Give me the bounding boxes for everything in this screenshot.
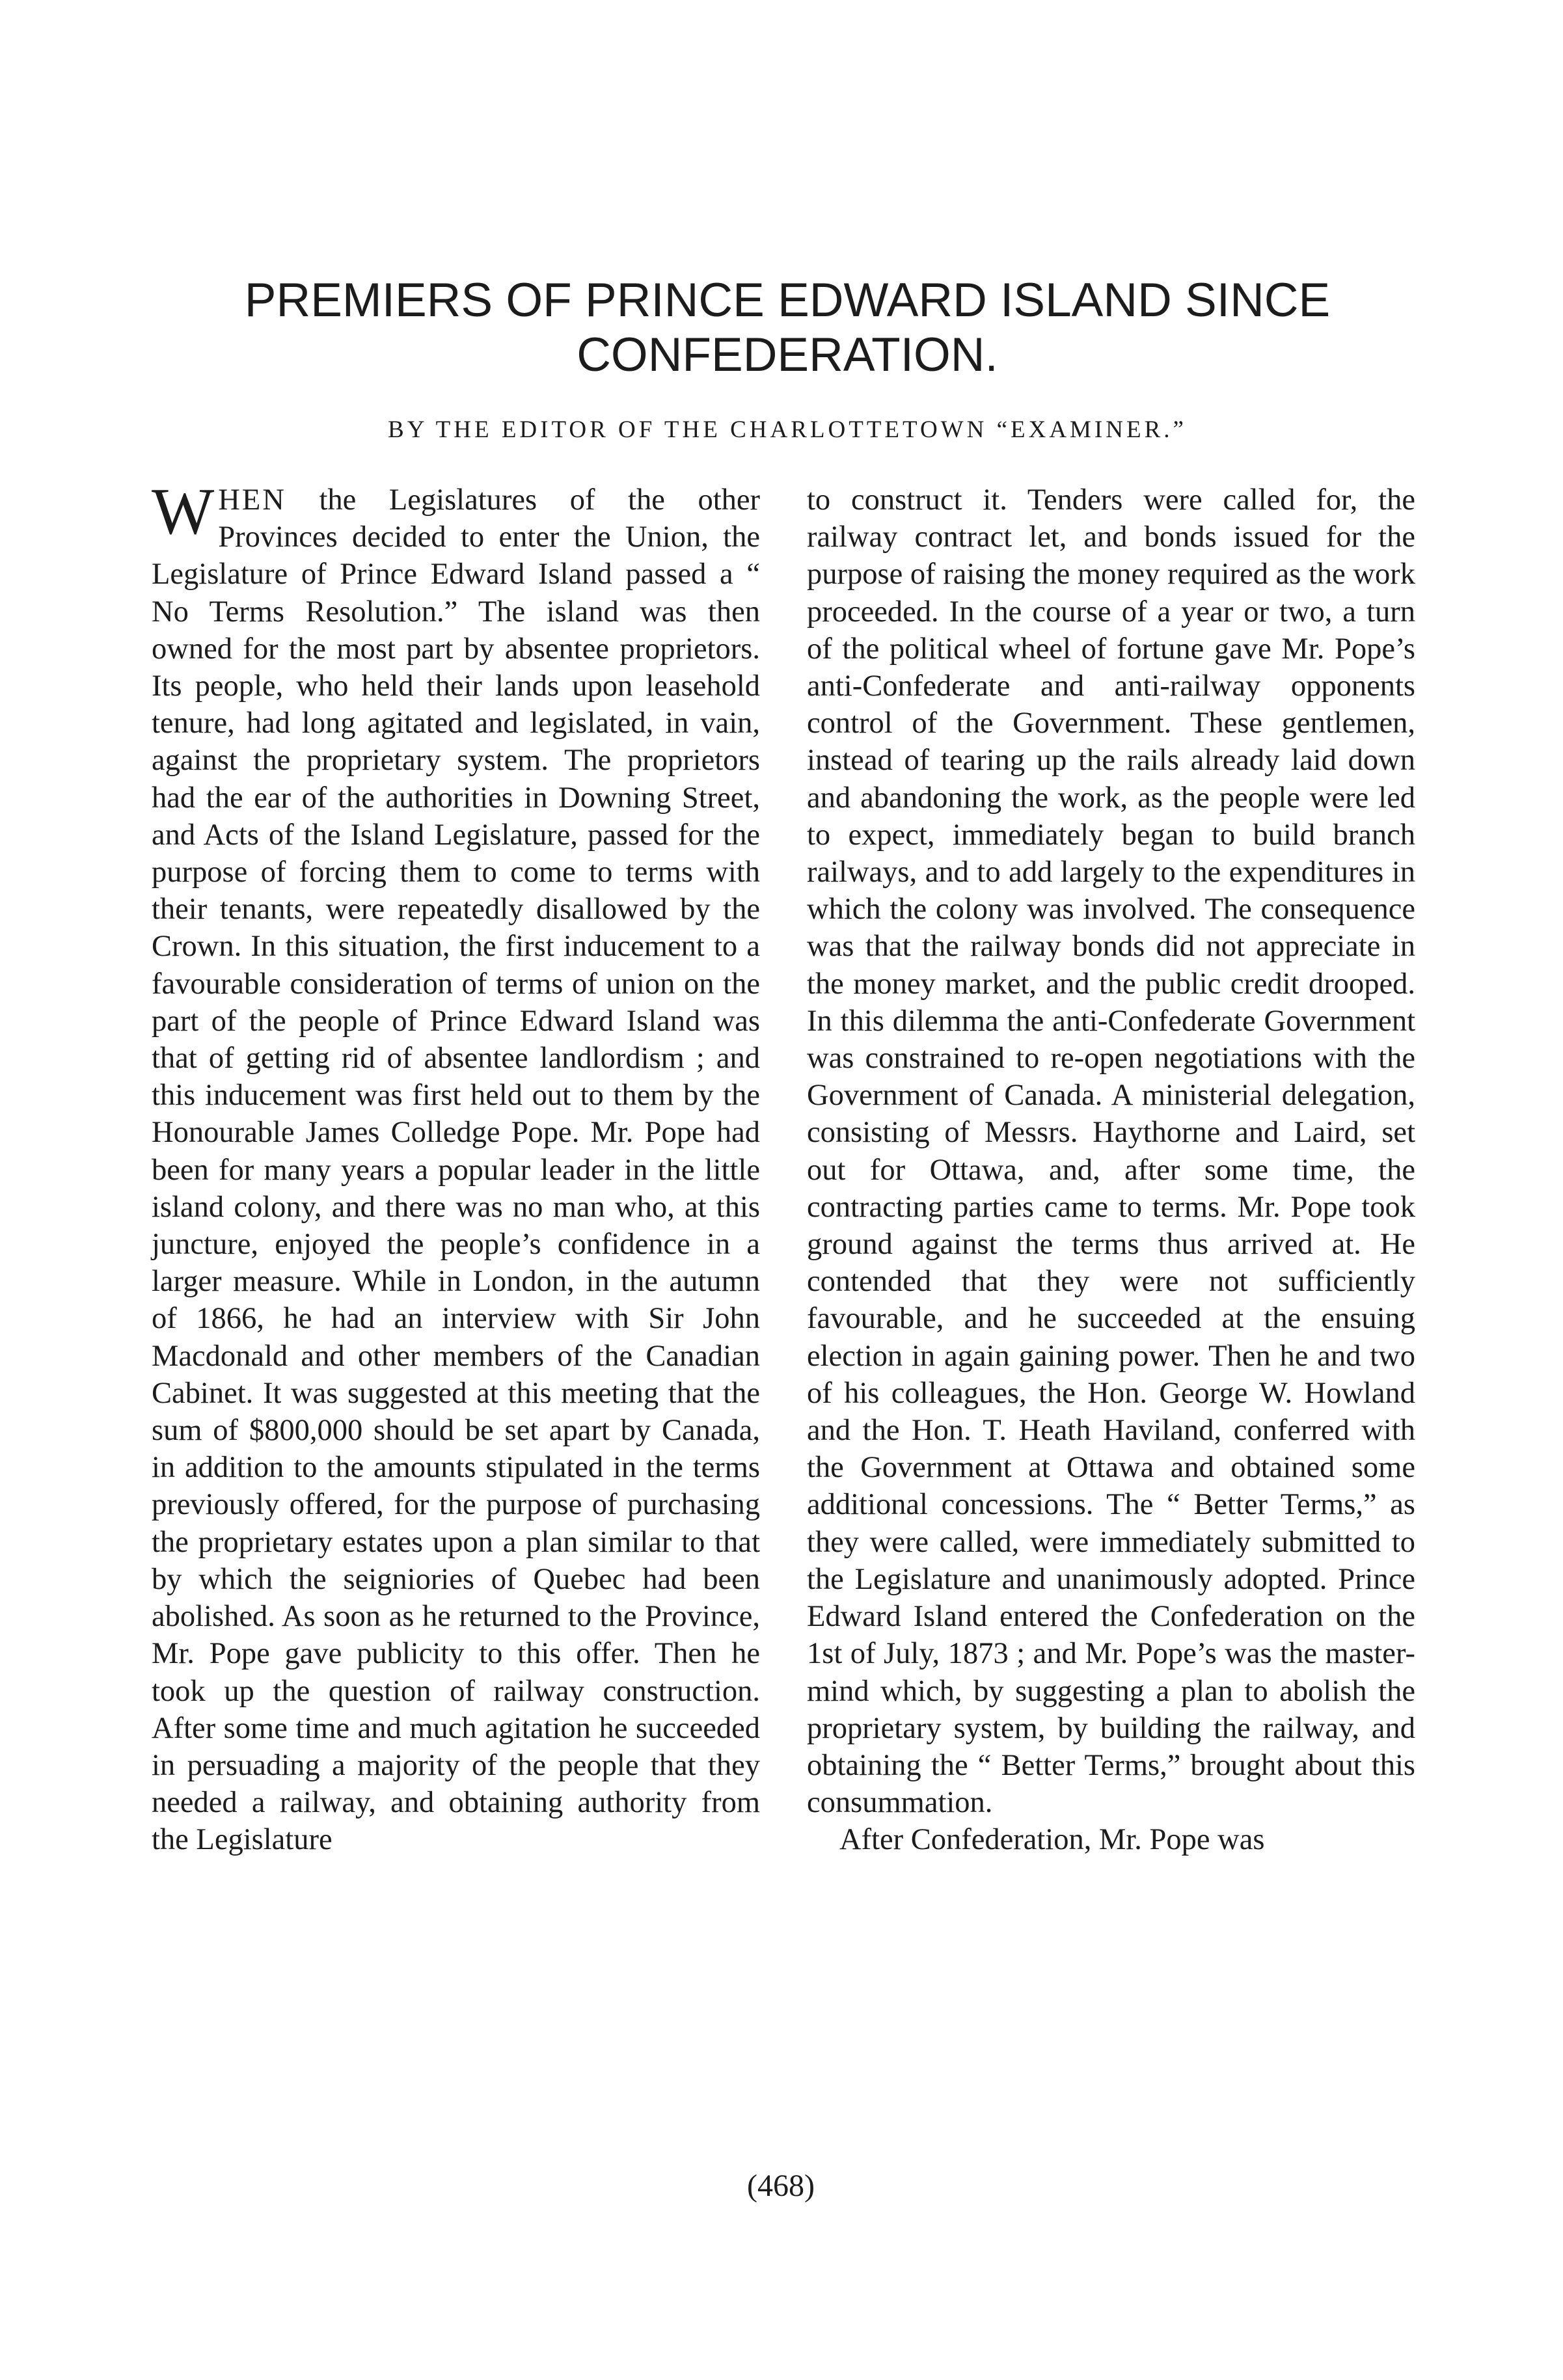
- drop-cap: W: [152, 475, 215, 548]
- right-column-paragraph-2: After Confederation, Mr. Pope was: [839, 1823, 1265, 1857]
- article-title-line-1: PREMIERS OF PRINCE EDWARD ISLAND SINCE: [244, 274, 1331, 327]
- right-column-paragraph-1: to construct it. Tenders were called for, the railway contract let, and bonds issued for the purpose of raising the money required as the work proceeded. In the course of a year or two, a turn of the political wheel of fortune gave Mr. Pope’s anti-Confederate and anti-railway opponents control of the Government. These gentlemen, instead of tearing up the rails already laid down and abandoning the work, as the people were led to expect, immediately began to build branch railways, and to add largely to the expenditures in which the colony was involved. The consequence was that the railway bonds did not appreciate in the money market, and the public credit drooped. In this dilemma the anti-Confederate Government was constrained to re-open negotiations with the Government of Canada. A ministerial delegation, consisting of Messrs. Haythorne and Laird, set out for Ottawa, and, after some time, the contracting parties came to terms. Mr. Pope took ground against the terms thus arrived at. He contended that they were not sufficiently favourable, and he succeeded at the ensuing election in again gaining power. Then he and two of his colleagues, the Hon. George W. Howland and the Hon. T. Heath Haviland, conferred with the Government at Ottawa and obtained some additional concessions. The “ Better Terms,” as they were called, were immediately submitted to the Legislature and unanimously adopted. Prince Edward Island entered the Confederation on the 1st of July, 1873 ; and Mr. Pope’s was the master-mind which, by suggesting a plan to abolish the proprietary system, by building the railway, and obtaining the “ Better Terms,” brought about this consummation.: [807, 483, 1415, 1820]
- left-column-body: the Legislatures of the other Provinces decided to enter the Union, the Legislature of Prince Edward Island passed a “ No Terms Resolution.” The island was then owned for the most part by absentee proprietors. Its people, who held their lands upon leasehold tenure, had long agitated and legislated, in vain, against the proprietary system. The proprietors had the ear of the authorities in Downing Street, and Acts of the Island Legislature, passed for the purpose of forcing them to come to terms with their tenants, were repeatedly disallowed by the Crown. In this situation, the first inducement to a favourable consideration of terms of union on the part of the people of Prince Edward Island was that of getting rid of absentee landlordism ; and this inducement was first held out to them by the Honourable James Colledge Pope. Mr. Pope had been for many years a popular leader in the little island colony, and there was no man who, at this juncture, enjoyed the people’s confidence in a larger measure. While in London, in the autumn of 1866, he had an interview with Sir John Macdonald and other members of the Canadian Cabinet. It was suggested at this meeting that the sum of $800,000 should be set apart by Canada, in addition to the amounts stipulated in the terms previously offered, for the purpose of purchasing the proprietary estates upon a plan similar to that by which the seigniories of Quebec had been abolished. As soon as he returned to the Province, Mr. Pope gave publicity to this offer. Then he took up the question of railway construction. After some time and much agitation he succeeded in persuading a majority of the people that they needed a railway, and obtaining authority from the Legislature: [152, 483, 760, 1857]
- article-title-line-2: CONFEDERATION.: [577, 329, 998, 381]
- page-number: (468): [747, 2169, 815, 2203]
- left-column-paragraph: [152, 475, 760, 1859]
- article-title: [156, 273, 1419, 383]
- left-column: [152, 475, 760, 1859]
- right-column: [807, 481, 1415, 1859]
- lead-caps: HEN: [218, 483, 286, 517]
- article-byline: BY THE EDITOR OF THE CHARLOTTETOWN “EXAMINER.”: [388, 416, 1187, 443]
